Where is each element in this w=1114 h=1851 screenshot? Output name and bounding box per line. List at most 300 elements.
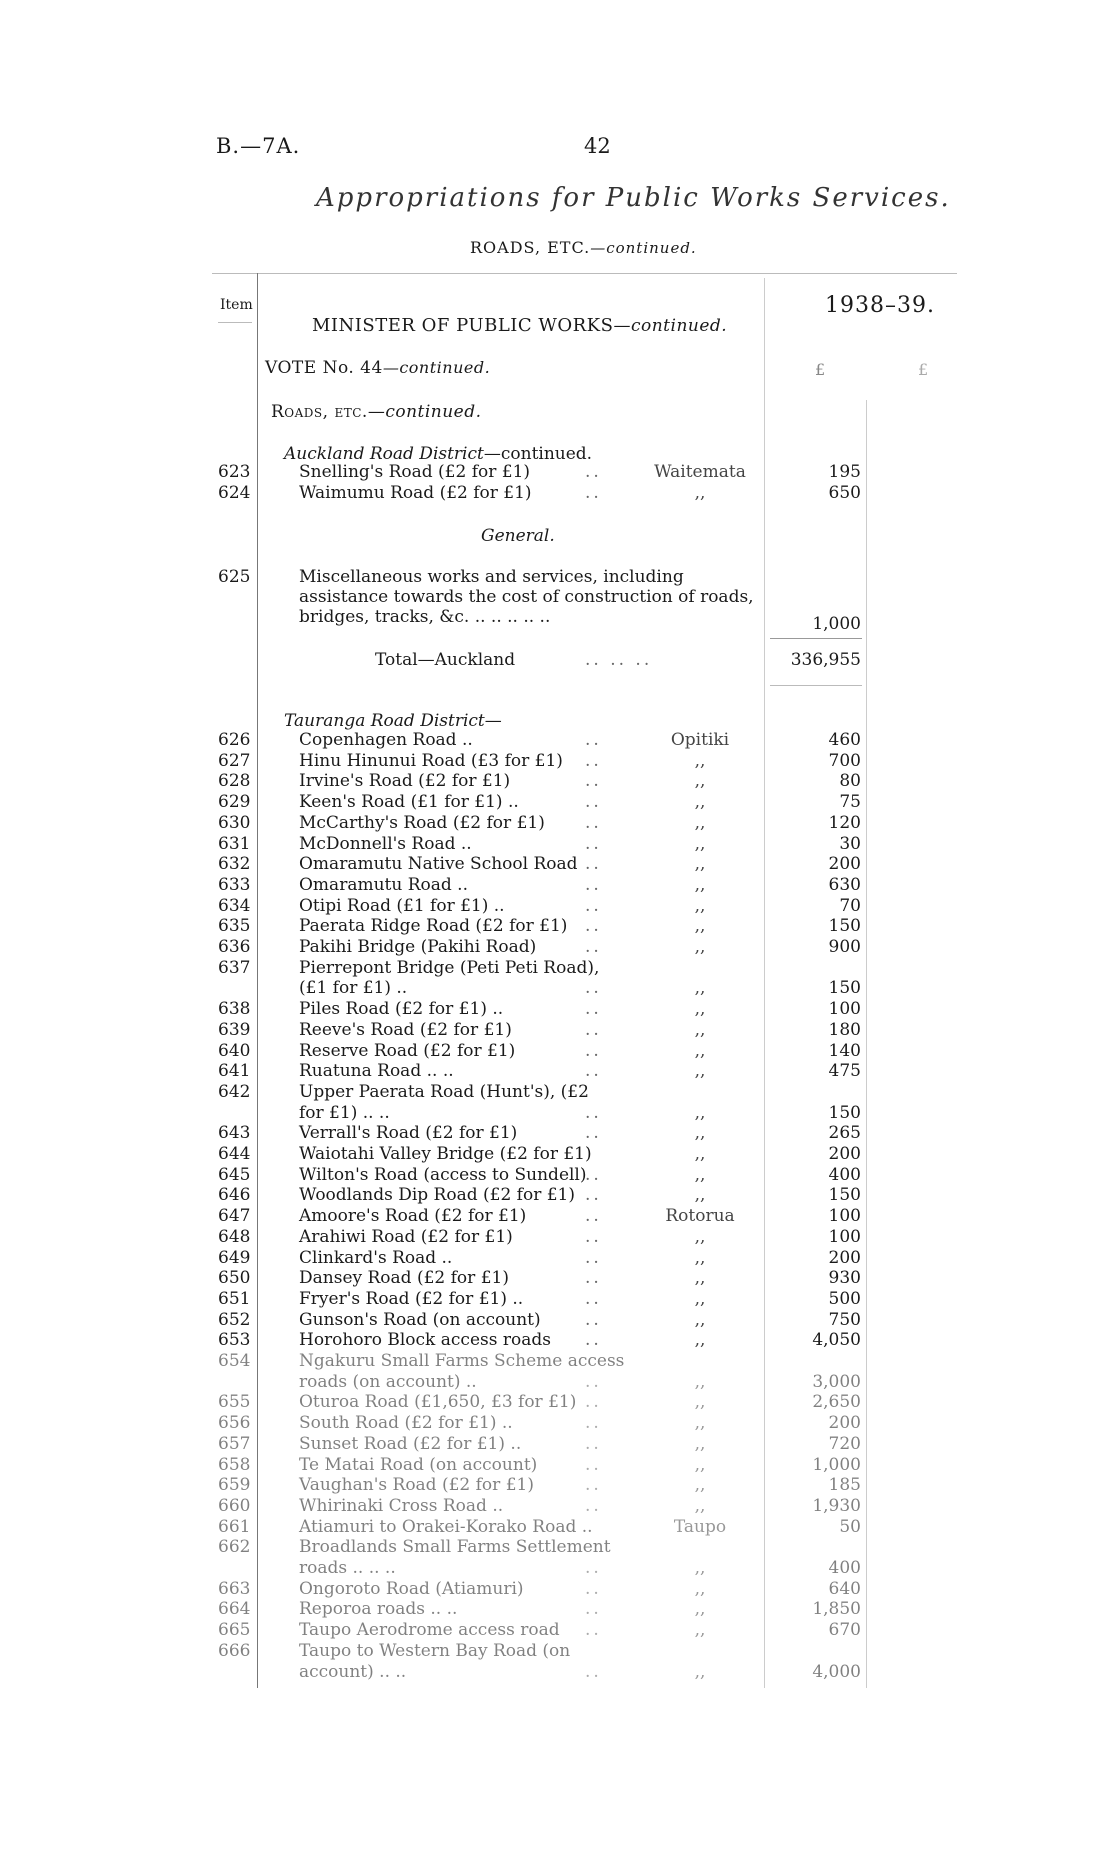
item-amount: 200 xyxy=(828,1413,861,1434)
item-amount: 1,000 xyxy=(812,1454,861,1475)
district-area: ,, xyxy=(694,854,706,875)
leader-dots: .. xyxy=(585,1558,602,1578)
table-row xyxy=(0,1413,1114,1434)
section-heading-text: ROADS, ETC. xyxy=(470,238,591,257)
table-row xyxy=(0,1206,1114,1227)
table-row xyxy=(0,834,1114,855)
item-amount: 400 xyxy=(828,1558,861,1578)
district-area: ,, xyxy=(694,833,706,854)
item-number: 646 xyxy=(218,1185,251,1206)
pound-unit-label-secondary: £ xyxy=(918,360,929,379)
total-auckland-label: Total—Auckland xyxy=(375,650,516,670)
pound-unit-label: £ xyxy=(815,360,826,379)
item-name: Upper Paerata Road (Hunt's), (£2 xyxy=(299,1081,589,1102)
item-number: 625 xyxy=(218,567,251,587)
item-amount: 265 xyxy=(828,1123,861,1144)
leader-dots: .. xyxy=(585,1392,602,1413)
leader-dots: .. xyxy=(585,1578,602,1599)
item-amount: 2,650 xyxy=(812,1392,861,1413)
leader-dots: .. xyxy=(585,1371,602,1392)
item-number: 647 xyxy=(218,1206,251,1227)
leader-dots: .. xyxy=(585,462,602,482)
table-row xyxy=(0,916,1114,937)
table-row xyxy=(0,978,1114,999)
item-name: Wilton's Road (access to Sundell) xyxy=(299,1164,587,1185)
district-area: ,, xyxy=(694,483,706,503)
table-row xyxy=(0,1641,1114,1662)
district-area: ,, xyxy=(694,937,706,957)
leader-dots: .. xyxy=(585,730,602,750)
total-auckland-dots: .. .. .. xyxy=(585,650,653,670)
table-row xyxy=(0,1310,1114,1331)
table-row xyxy=(0,1599,1114,1620)
item-name: Snelling's Road (£2 for £1) xyxy=(299,462,531,482)
item-number: 635 xyxy=(218,916,251,937)
district-area: ,, xyxy=(694,1475,706,1496)
district-area: ,, xyxy=(694,1661,706,1682)
item-number: 634 xyxy=(218,895,251,916)
item-name: Reeve's Road (£2 for £1) xyxy=(299,1019,512,1040)
district-area: ,, xyxy=(694,895,706,916)
district-area: ,, xyxy=(694,1309,706,1330)
leader-dots: .. xyxy=(585,1454,602,1475)
item-number: 636 xyxy=(218,937,251,957)
item-amount: 100 xyxy=(828,1206,861,1227)
roads-subheading xyxy=(271,402,482,422)
item-number: 661 xyxy=(218,1516,251,1537)
item-name: Pierrepont Bridge (Peti Peti Road), xyxy=(299,957,600,978)
item-amount: 120 xyxy=(828,812,861,833)
roads-subheading-text: Roads, etc. xyxy=(271,402,368,422)
district-area: ,, xyxy=(694,1330,706,1351)
auckland-district-cont: —continued. xyxy=(483,444,593,464)
district-area: ,, xyxy=(694,1454,706,1475)
leader-dots: .. xyxy=(585,1185,602,1206)
item-amount: 50 xyxy=(839,1516,861,1537)
item-name: Paerata Ridge Road (£2 for £1) xyxy=(299,916,568,937)
item-number: 657 xyxy=(218,1433,251,1454)
table-row xyxy=(0,1351,1114,1372)
district-area: ,, xyxy=(694,874,706,895)
minister-heading-cont: —continued. xyxy=(613,316,728,336)
item-amount: 670 xyxy=(828,1620,861,1641)
table-row xyxy=(0,854,1114,875)
table-row xyxy=(0,813,1114,834)
item-number: 632 xyxy=(218,854,251,875)
leader-dots: .. xyxy=(585,874,602,895)
district-area: ,, xyxy=(694,1288,706,1309)
item-number: 630 xyxy=(218,812,251,833)
district-area: ,, xyxy=(694,999,706,1020)
page-title: Appropriations for Public Works Services. xyxy=(316,183,951,213)
item-name: Vaughan's Road (£2 for £1) xyxy=(299,1475,534,1496)
district-area: ,, xyxy=(694,1144,706,1164)
item-name: Broadlands Small Farms Settlement xyxy=(299,1537,611,1558)
leader-dots: .. xyxy=(585,771,602,792)
item-amount: 750 xyxy=(828,1309,861,1330)
item-name: Clinkard's Road .. xyxy=(299,1247,453,1268)
table-row xyxy=(0,1475,1114,1496)
total-rule-bottom xyxy=(770,685,862,686)
leader-dots: .. xyxy=(585,1040,602,1061)
item-amount: 400 xyxy=(828,1164,861,1185)
table-row xyxy=(0,937,1114,958)
item-amount: 640 xyxy=(828,1578,861,1599)
item-amount: 930 xyxy=(828,1268,861,1289)
district-area: Opitiki xyxy=(670,730,730,750)
table-row xyxy=(0,462,1114,483)
total-rule-top xyxy=(770,638,862,639)
item-name: Taupo Aerodrome access road xyxy=(299,1620,560,1641)
leader-dots: .. xyxy=(585,1288,602,1309)
vote-heading xyxy=(265,358,490,378)
item-number: 629 xyxy=(218,792,251,813)
item-amount: 180 xyxy=(828,1019,861,1040)
item-amount: 195 xyxy=(828,462,861,482)
leader-dots: .. xyxy=(585,937,602,957)
item-number: 660 xyxy=(218,1495,251,1516)
table-row xyxy=(0,1372,1114,1393)
district-area: ,, xyxy=(694,1599,706,1620)
item-number: 652 xyxy=(218,1309,251,1330)
leader-dots: .. xyxy=(585,1330,602,1351)
table-row xyxy=(0,999,1114,1020)
table-row xyxy=(0,1620,1114,1641)
item-number: 664 xyxy=(218,1599,251,1620)
page-number: 42 xyxy=(584,134,611,158)
leader-dots: .. xyxy=(585,1268,602,1289)
item-name: Otipi Road (£1 for £1) .. xyxy=(299,895,505,916)
item-amount: 30 xyxy=(839,833,861,854)
item-column-header: Item xyxy=(220,297,253,313)
table-row xyxy=(0,958,1114,979)
item-name: for £1) .. .. xyxy=(299,1102,390,1123)
table-row xyxy=(0,896,1114,917)
table-row xyxy=(0,1020,1114,1041)
table-top-rule xyxy=(212,273,957,274)
table-row xyxy=(0,1662,1114,1683)
leader-dots: .. xyxy=(585,895,602,916)
table-row xyxy=(0,1496,1114,1517)
leader-dots: .. xyxy=(585,978,602,999)
general-subheading: General. xyxy=(481,526,555,546)
leader-dots: .. xyxy=(585,483,602,503)
leader-dots: .. xyxy=(585,1413,602,1434)
table-row xyxy=(0,1392,1114,1413)
table-row xyxy=(0,1289,1114,1310)
leader-dots: .. xyxy=(585,1495,602,1516)
table-row xyxy=(0,1537,1114,1558)
item-amount: 185 xyxy=(828,1475,861,1496)
item-number: 628 xyxy=(218,771,251,792)
item-name: Whirinaki Cross Road .. xyxy=(299,1495,504,1516)
item-number: 644 xyxy=(218,1144,251,1164)
item-amount: 100 xyxy=(828,999,861,1020)
item-name: Gunson's Road (on account) xyxy=(299,1309,541,1330)
leader-dots: .. xyxy=(585,1661,602,1682)
leader-dots: .. xyxy=(585,1164,602,1185)
total-auckland-amount: 336,955 xyxy=(790,650,861,670)
item-number: 640 xyxy=(218,1040,251,1061)
leader-dots: .. xyxy=(585,792,602,813)
table-row xyxy=(0,875,1114,896)
item-number: 643 xyxy=(218,1123,251,1144)
item-amount: 200 xyxy=(828,1144,861,1164)
item-name: roads .. .. .. xyxy=(299,1558,396,1578)
district-area: Waitemata xyxy=(654,462,746,482)
year-column-header: 1938–39. xyxy=(825,293,935,318)
item-name: Woodlands Dip Road (£2 for £1) xyxy=(299,1185,576,1206)
leader-dots: .. xyxy=(585,1206,602,1227)
leader-dots: .. xyxy=(585,1433,602,1454)
item-number: 651 xyxy=(218,1288,251,1309)
item-name: Horohoro Block access roads xyxy=(299,1330,551,1351)
item-amount: 1,930 xyxy=(812,1495,861,1516)
table-row xyxy=(0,1268,1114,1289)
item-number: 633 xyxy=(218,874,251,895)
item-name: Fryer's Road (£2 for £1) .. xyxy=(299,1288,524,1309)
leader-dots: .. xyxy=(585,812,602,833)
item-amount: 4,050 xyxy=(812,1330,861,1351)
leader-dots: .. xyxy=(585,1061,602,1082)
item-number: 639 xyxy=(218,1019,251,1040)
item-name: Sunset Road (£2 for £1) .. xyxy=(299,1433,522,1454)
misc-works-amount: 1,000 xyxy=(812,614,861,634)
item-amount: 200 xyxy=(828,1247,861,1268)
leader-dots: .. xyxy=(585,833,602,854)
table-row xyxy=(0,1041,1114,1062)
item-number: 662 xyxy=(218,1537,251,1558)
table-row xyxy=(0,771,1114,792)
item-name: Omaramutu Road .. xyxy=(299,874,468,895)
district-area: ,, xyxy=(694,916,706,937)
item-number: 648 xyxy=(218,1226,251,1247)
district-area: ,, xyxy=(694,1620,706,1641)
district-area: ,, xyxy=(694,812,706,833)
district-area: ,, xyxy=(694,792,706,813)
leader-dots: .. xyxy=(585,1247,602,1268)
district-area: ,, xyxy=(694,1268,706,1289)
table-row xyxy=(0,1185,1114,1206)
item-name: Arahiwi Road (£2 for £1) xyxy=(299,1226,513,1247)
leader-dots: .. xyxy=(585,1309,602,1330)
item-amount: 75 xyxy=(839,792,861,813)
item-number: 658 xyxy=(218,1454,251,1475)
roads-subheading-cont: —continued. xyxy=(367,402,482,422)
item-number: 641 xyxy=(218,1061,251,1082)
item-amount: 630 xyxy=(828,874,861,895)
minister-heading-text: MINISTER OF PUBLIC WORKS xyxy=(312,315,614,336)
table-row xyxy=(0,1579,1114,1600)
table-row xyxy=(0,1165,1114,1186)
table-row xyxy=(0,1558,1114,1579)
item-number: 649 xyxy=(218,1247,251,1268)
section-heading-cont: —continued. xyxy=(590,239,697,257)
item-number: 638 xyxy=(218,999,251,1020)
leader-dots: .. xyxy=(585,854,602,875)
auckland-district-heading xyxy=(284,444,592,464)
vote-heading-cont: —continued. xyxy=(382,358,491,377)
item-number: 642 xyxy=(218,1081,251,1102)
district-area: ,, xyxy=(694,1123,706,1144)
item-name: Verrall's Road (£2 for £1) xyxy=(299,1123,518,1144)
item-name: Oturoa Road (£1,650, £3 for £1) xyxy=(299,1392,577,1413)
item-name: McDonnell's Road .. xyxy=(299,833,472,854)
district-area: ,, xyxy=(694,1226,706,1247)
table-row xyxy=(0,730,1114,751)
item-amount: 500 xyxy=(828,1288,861,1309)
item-name: Ngakuru Small Farms Scheme access xyxy=(299,1351,625,1371)
auckland-district-name: Auckland Road District xyxy=(284,444,484,464)
item-amount: 650 xyxy=(828,483,861,503)
district-area: ,, xyxy=(694,1019,706,1040)
item-amount: 150 xyxy=(828,916,861,937)
district-area: ,, xyxy=(694,1040,706,1061)
item-amount: 3,000 xyxy=(812,1371,861,1392)
item-number: 650 xyxy=(218,1268,251,1289)
table-row xyxy=(0,1227,1114,1248)
item-name: Piles Road (£2 for £1) .. xyxy=(299,999,504,1020)
table-row xyxy=(0,751,1114,772)
leader-dots: .. xyxy=(585,1620,602,1641)
item-number: 655 xyxy=(218,1392,251,1413)
leader-dots: .. xyxy=(585,1599,602,1620)
table-row xyxy=(0,483,1114,504)
item-number: 623 xyxy=(218,462,251,482)
item-name: Dansey Road (£2 for £1) xyxy=(299,1268,509,1289)
item-name: Reserve Road (£2 for £1) xyxy=(299,1040,516,1061)
item-name: Copenhagen Road .. xyxy=(299,730,473,750)
table-row xyxy=(0,1517,1114,1538)
leader-dots: .. xyxy=(585,1226,602,1247)
leader-dots: .. xyxy=(585,1475,602,1496)
district-area: ,, xyxy=(694,771,706,792)
district-area: ,, xyxy=(694,1413,706,1434)
item-name: Atiamuri to Orakei-Korako Road .. xyxy=(299,1516,593,1537)
table-row xyxy=(0,1061,1114,1082)
item-name: Reporoa roads .. .. xyxy=(299,1599,458,1620)
table-row xyxy=(0,1455,1114,1476)
misc-works-description: Miscellaneous works and services, including assistance towards the cost of construction of roads, bridges, tracks, &c. .. .. .. .. .. xyxy=(299,567,754,627)
document-reference: B.—7A. xyxy=(216,134,301,158)
table-row xyxy=(0,1330,1114,1351)
district-area: ,, xyxy=(694,1102,706,1123)
district-area: ,, xyxy=(694,1578,706,1599)
item-name: Amoore's Road (£2 for £1) xyxy=(299,1206,527,1227)
leader-dots: .. xyxy=(585,1102,602,1123)
item-name: Irvine's Road (£2 for £1) xyxy=(299,771,511,792)
item-number: 665 xyxy=(218,1620,251,1641)
district-area: ,, xyxy=(694,1495,706,1516)
district-area: ,, xyxy=(694,1392,706,1413)
item-name: Te Matai Road (on account) xyxy=(299,1454,538,1475)
item-amount: 460 xyxy=(828,730,861,750)
district-area: Rotorua xyxy=(665,1206,735,1227)
item-name: (£1 for £1) .. xyxy=(299,978,408,999)
item-name: Hinu Hinunui Road (£3 for £1) xyxy=(299,750,563,771)
item-amount: 475 xyxy=(828,1061,861,1082)
item-number: 653 xyxy=(218,1330,251,1351)
item-name: Pakihi Bridge (Pakihi Road) xyxy=(299,937,537,957)
item-name: South Road (£2 for £1) .. xyxy=(299,1413,513,1434)
item-amount: 70 xyxy=(839,895,861,916)
table-row xyxy=(0,1434,1114,1455)
item-number: 631 xyxy=(218,833,251,854)
district-area: ,, xyxy=(694,1185,706,1206)
item-amount: 150 xyxy=(828,1185,861,1206)
item-name: Ongoroto Road (Atiamuri) xyxy=(299,1578,524,1599)
district-area: ,, xyxy=(694,1371,706,1392)
table-row xyxy=(0,1103,1114,1124)
item-amount: 150 xyxy=(828,978,861,999)
item-name: Omaramutu Native School Road xyxy=(299,854,578,875)
item-name: Ruatuna Road .. .. xyxy=(299,1061,454,1082)
section-heading xyxy=(470,238,697,257)
leader-dots: .. xyxy=(585,750,602,771)
item-number: 626 xyxy=(218,730,251,750)
tauranga-district-heading: Tauranga Road District— xyxy=(284,711,502,731)
item-number: 663 xyxy=(218,1578,251,1599)
item-amount: 140 xyxy=(828,1040,861,1061)
item-name: roads (on account) .. xyxy=(299,1371,477,1392)
item-name: Waimumu Road (£2 for £1) xyxy=(299,483,532,503)
leader-dots: .. xyxy=(585,1123,602,1144)
table-row xyxy=(0,1082,1114,1103)
item-amount: 100 xyxy=(828,1226,861,1247)
district-area: ,, xyxy=(694,1164,706,1185)
item-amount: 900 xyxy=(828,937,861,957)
item-number: 637 xyxy=(218,957,251,978)
table-row xyxy=(0,1123,1114,1144)
item-amount: 80 xyxy=(839,771,861,792)
district-area: ,, xyxy=(694,1061,706,1082)
leader-dots: .. xyxy=(585,1019,602,1040)
item-amount: 700 xyxy=(828,750,861,771)
item-number: 654 xyxy=(218,1351,251,1371)
vote-heading-text: VOTE No. 44 xyxy=(265,358,383,378)
item-name: Waiotahi Valley Bridge (£2 for £1) xyxy=(299,1144,592,1164)
table-row xyxy=(0,1248,1114,1269)
item-amount: 200 xyxy=(828,854,861,875)
leader-dots: .. xyxy=(585,999,602,1020)
district-area: Taupo xyxy=(673,1516,727,1537)
district-area: ,, xyxy=(694,1433,706,1454)
item-amount: 1,850 xyxy=(812,1599,861,1620)
item-number: 659 xyxy=(218,1475,251,1496)
item-number: 666 xyxy=(218,1640,251,1661)
item-header-rule xyxy=(218,322,252,323)
minister-heading xyxy=(312,315,727,336)
item-number: 627 xyxy=(218,750,251,771)
table-row xyxy=(0,1144,1114,1165)
district-area: ,, xyxy=(694,750,706,771)
item-name: Taupo to Western Bay Road (on xyxy=(299,1640,571,1661)
item-number: 656 xyxy=(218,1413,251,1434)
district-area: ,, xyxy=(694,1247,706,1268)
leader-dots: .. xyxy=(585,916,602,937)
item-number: 645 xyxy=(218,1164,251,1185)
item-name: Keen's Road (£1 for £1) .. xyxy=(299,792,519,813)
district-area: ,, xyxy=(694,1558,706,1578)
item-amount: 720 xyxy=(828,1433,861,1454)
district-area: ,, xyxy=(694,978,706,999)
item-name: McCarthy's Road (£2 for £1) xyxy=(299,812,545,833)
item-name: account) .. .. xyxy=(299,1661,407,1682)
table-row xyxy=(0,792,1114,813)
item-number: 624 xyxy=(218,483,251,503)
item-amount: 150 xyxy=(828,1102,861,1123)
item-amount: 4,000 xyxy=(812,1661,861,1682)
